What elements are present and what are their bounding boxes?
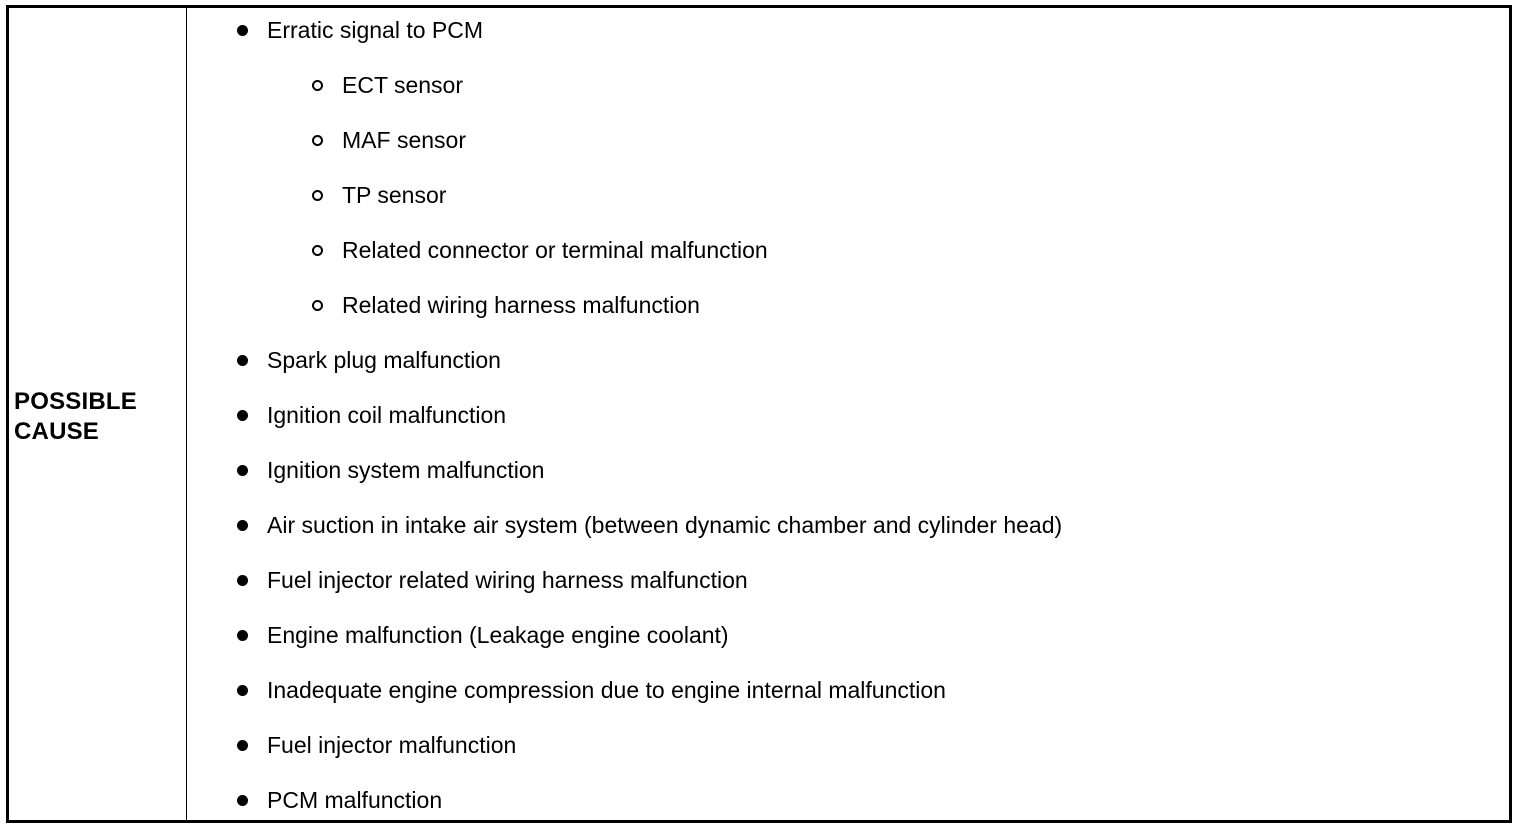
list-item (187, 718, 1487, 773)
list-item-text: TP sensor (342, 182, 447, 208)
list-item (187, 388, 1487, 443)
label-line-2: CAUSE (14, 418, 100, 445)
list-item-text: Fuel injector related wiring harness malfunction (267, 567, 748, 593)
list-item (187, 113, 1487, 168)
list-item (187, 58, 1487, 113)
list-item-text: Related wiring harness malfunction (342, 292, 700, 318)
filled-circle-icon (237, 410, 248, 421)
hollow-circle-icon (312, 190, 323, 201)
list-item (187, 278, 1487, 333)
filled-circle-icon (237, 25, 248, 36)
cause-list (187, 8, 1509, 820)
possible-cause-table (6, 5, 1512, 823)
list-item-text: PCM malfunction (267, 787, 443, 813)
list-item-text: Ignition system malfunction (267, 457, 545, 483)
list-item (187, 3, 1487, 58)
list-item (187, 333, 1487, 388)
list-item-text: Engine malfunction (Leakage engine coolant) (267, 622, 729, 648)
list-item-text: Related connector or terminal malfunction (342, 237, 768, 263)
filled-circle-icon (237, 465, 248, 476)
hollow-circle-icon (312, 135, 323, 146)
list-item-text: Erratic signal to PCM (267, 17, 484, 43)
label-line-1: POSSIBLE (14, 388, 137, 415)
list-item (187, 443, 1487, 498)
hollow-circle-icon (312, 80, 323, 91)
list-item (187, 663, 1487, 718)
hollow-circle-icon (312, 300, 323, 311)
list-item (187, 553, 1487, 608)
list-item-text: Inadequate engine compression due to engine internal malfunction (267, 677, 946, 703)
list-item (187, 168, 1487, 223)
list-item-text: Ignition coil malfunction (267, 402, 507, 428)
filled-circle-icon (237, 630, 248, 641)
list-item-text: Fuel injector malfunction (267, 732, 517, 758)
list-item (187, 608, 1487, 663)
filled-circle-icon (237, 355, 248, 366)
list-item-text: Air suction in intake air system (between dynamic chamber and cylinder head) (267, 512, 1063, 538)
hollow-circle-icon (312, 245, 323, 256)
filled-circle-icon (237, 685, 248, 696)
filled-circle-icon (237, 795, 248, 806)
list-item-text: ECT sensor (342, 72, 464, 98)
list-item (187, 773, 1487, 828)
filled-circle-icon (237, 740, 248, 751)
list-item-text: MAF sensor (342, 127, 466, 153)
filled-circle-icon (237, 520, 248, 531)
list-item-text: Spark plug malfunction (267, 347, 501, 373)
label-cell (9, 8, 187, 820)
possible-cause-label (14, 387, 137, 447)
filled-circle-icon (237, 575, 248, 586)
list-item (187, 498, 1487, 553)
list-item (187, 223, 1487, 278)
